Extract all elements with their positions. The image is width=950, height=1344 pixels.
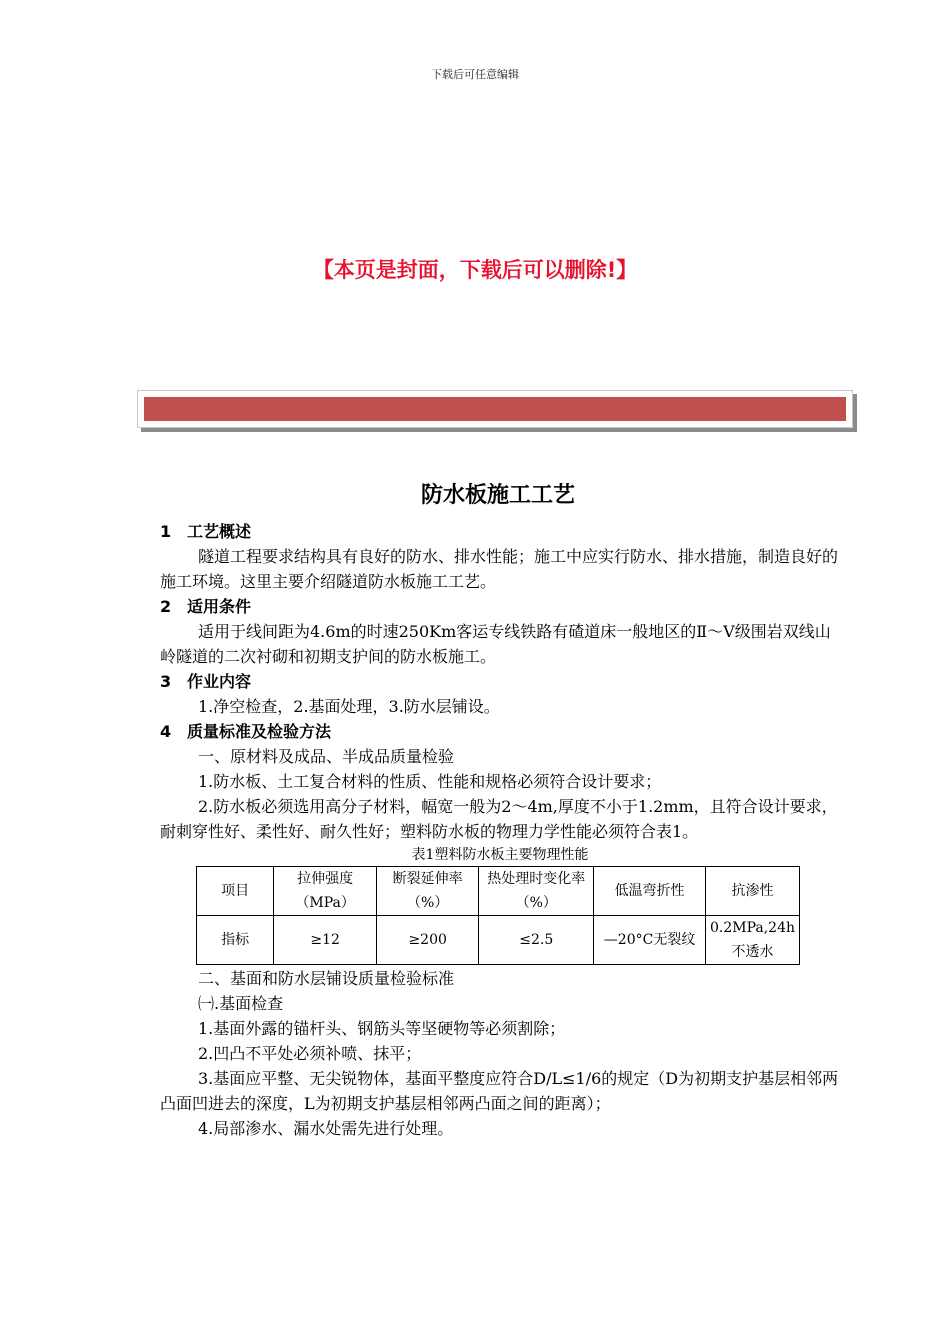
list-item: 2.防水板必须选用高分子材料，幅宽一般为2～4m,厚度不小于1.2mm，且符合设计要求，耐刺穿性好、柔性好、耐久性好；塑料防水板的物理力学性能必须符合表1。 xyxy=(160,797,838,841)
table-cell: —20°C无裂纹 xyxy=(594,916,706,965)
section-number: 4 xyxy=(160,722,172,741)
table-header-cell: 项目 xyxy=(197,867,274,916)
section-title: 质量标准及检验方法 xyxy=(187,722,332,741)
section-2-paragraph: 适用于线间距为4.6m的时速250Km客运专线铁路有碴道床一般地区的Ⅱ～Ⅴ级围岩双线山岭隧道的二次衬砌和初期支护间的防水板施工。 xyxy=(160,622,831,666)
section-number: 1 xyxy=(160,522,172,541)
table-row xyxy=(197,916,800,965)
section-heading-4 xyxy=(160,719,840,744)
table-caption: 表1塑料防水板主要物理性能 xyxy=(411,847,589,863)
section-title: 作业内容 xyxy=(187,672,252,691)
table-header-cell: 抗渗性 xyxy=(705,867,799,916)
section-title: 适用条件 xyxy=(187,597,252,616)
list-item: 4.局部渗水、漏水处需先进行处理。 xyxy=(198,1119,454,1138)
table-cell: ≥12 xyxy=(274,916,377,965)
list-item: 1.防水板、土工复合材料的性质、性能和规格必须符合设计要求； xyxy=(198,772,662,791)
section-1-paragraph: 隧道工程要求结构具有良好的防水、排水性能；施工中应实行防水、排水措施，制造良好的施工环境。这里主要介绍隧道防水板施工工艺。 xyxy=(160,547,839,591)
subsection-heading: 二、基面和防水层铺设质量检验标准 xyxy=(198,969,455,988)
document-title: 防水板施工工艺 xyxy=(420,483,575,508)
table-header-cell: 断裂延伸率（%） xyxy=(377,867,479,916)
section-heading-1 xyxy=(160,519,840,544)
table-cell: 0.2MPa,24h不透水 xyxy=(705,916,799,965)
table-header-cell: 低温弯折性 xyxy=(594,867,706,916)
table-header-cell: 热处理时变化率（%） xyxy=(479,867,594,916)
list-item: 2.凹凸不平处必须补喷、抹平； xyxy=(198,1044,422,1063)
properties-table xyxy=(196,866,800,965)
banner-bar xyxy=(144,397,846,421)
table-cell: 指标 xyxy=(197,916,274,965)
subsection-heading: ㈠.基面检查 xyxy=(198,994,284,1013)
section-3-paragraph: 1.净空检查，2.基面处理，3.防水层铺设。 xyxy=(198,697,500,716)
section-title: 工艺概述 xyxy=(187,522,252,541)
section-number: 3 xyxy=(160,672,172,691)
cover-notice: 【本页是封面，下载后可以删除!】 xyxy=(312,258,638,282)
decorative-banner xyxy=(137,390,853,428)
table-cell: ≥200 xyxy=(377,916,479,965)
list-item: 1.基面外露的锚杆头、钢筋头等坚硬物等必须割除； xyxy=(198,1019,566,1038)
section-heading-2 xyxy=(160,594,840,619)
table-header-row xyxy=(197,867,800,916)
section-heading-3 xyxy=(160,669,840,694)
document-body xyxy=(160,519,840,1141)
table-cell: ≤2.5 xyxy=(479,916,594,965)
list-item: 3.基面应平整、无尖锐物体，基面平整度应符合D/L≤1/6的规定（D为初期支护基层相邻两凸面凹进去的深度，L为初期支护基层相邻两凸面之间的距离）； xyxy=(160,1069,839,1113)
table-header-cell: 拉伸强度（MPa） xyxy=(274,867,377,916)
header-note: 下载后可任意编辑 xyxy=(431,68,519,81)
subsection-heading: 一、原材料及成品、半成品质量检验 xyxy=(198,747,455,766)
section-number: 2 xyxy=(160,597,172,616)
